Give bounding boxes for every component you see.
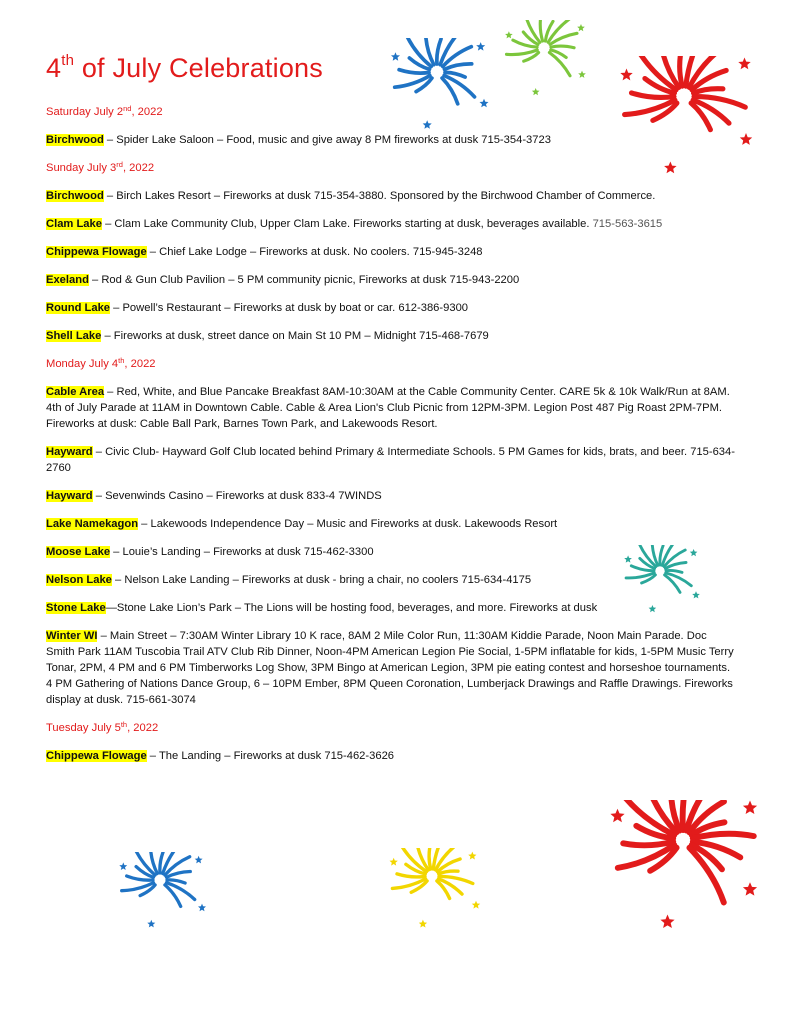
event-details: – Sevenwinds Casino – Fireworks at dusk 833-4 7WINDS	[92, 490, 382, 502]
day-heading: Monday July 4th, 2022	[46, 356, 156, 370]
page-title	[46, 52, 323, 84]
event-details: – Lakewoods Independence Day – Music and Fireworks at dusk. Lakewoods Resort	[138, 518, 558, 530]
event-details: – Louie’s Landing – Fireworks at dusk 715-462-3300	[110, 546, 374, 558]
event-entry	[46, 384, 736, 432]
event-place: Exeland	[46, 274, 89, 286]
event-place: Shell Lake	[46, 330, 102, 342]
event-details: – Fireworks at dusk, street dance on Main St 10 PM – Midnight 715-468-7679	[101, 330, 489, 342]
firework-ray	[399, 70, 429, 73]
star-icon	[624, 555, 632, 562]
firework-ray	[551, 46, 574, 48]
event-place: Cable Area	[46, 386, 105, 398]
star-icon	[195, 856, 203, 864]
event-entry	[46, 488, 736, 504]
firework-ray	[429, 848, 431, 869]
green-firework-icon	[498, 20, 590, 100]
firework-ray	[507, 50, 538, 55]
event-details: – The Landing – Fireworks at dusk 715-462-3626	[146, 750, 395, 762]
star-icon	[692, 591, 700, 598]
event-phone: 715-563-3615	[592, 218, 663, 230]
event-place: Stone Lake	[46, 602, 106, 614]
event-place: Chippewa Flowage	[46, 750, 147, 762]
yellow-firework-icon	[380, 848, 484, 932]
event-place: Winter WI	[46, 630, 98, 642]
event-entry	[46, 516, 601, 532]
star-icon	[664, 162, 677, 174]
firework-ray	[694, 89, 723, 93]
title-text: of July Celebrations	[74, 53, 323, 83]
event-entry	[46, 444, 736, 476]
firework-ray	[623, 842, 673, 846]
star-icon	[198, 904, 206, 912]
day-heading: Sunday July 3rd, 2022	[46, 160, 155, 174]
event-details: —Stone Lake Lion’s Park – The Lions will be hosting food, beverages, and more. Fireworks at dusk	[105, 602, 598, 614]
firework-ray	[680, 56, 683, 86]
firework-ray	[167, 872, 191, 878]
star-icon	[610, 809, 624, 823]
event-entry	[46, 748, 736, 764]
day-heading: Tuesday July 5th, 2022	[46, 720, 159, 734]
event-entry	[46, 244, 736, 260]
star-icon	[391, 52, 400, 61]
firework-ray	[666, 570, 682, 572]
event-place: Lake Namekagon	[46, 518, 139, 530]
star-icon	[743, 801, 757, 815]
event-details: – Chief Lake Lodge – Fireworks at dusk. No coolers. 715-945-3248	[146, 246, 483, 258]
star-icon	[505, 31, 513, 38]
event-details: – Nelson Lake Landing – Fireworks at dusk - bring a chair, no coolers 715-634-4175	[111, 574, 532, 586]
event-details: – Main Street – 7:30AM Winter Library 10 K race, 8AM 2 Mile Color Run, 11:30AM Kiddie Parade, Noon Main Parade. Doc Smith Park 11AM Tuscobia Trail ATV Club Rib Dinner, Noon-4PM American Legion Pie Social, 1-5PM inflatable for kids, 1-5PM Music Terry Tonar, 2PM, 4 PM and 6 PM Timberworks Log Show, 3PM Bingo at American Legion, 3PM pie eating contest and horseshoe tournaments. 4 PM Gathering of Nations Dance Group, 6 – 10PM Ember, 8PM Queen Coronation, Lumberjack Drawings and Raffle Drawings. Fireworks display at dusk. 715-661-3074	[46, 630, 734, 706]
firework-ray	[549, 53, 570, 76]
event-entry	[46, 272, 736, 288]
star-icon	[578, 71, 586, 78]
event-place: Hayward	[46, 490, 93, 502]
star-icon	[472, 901, 480, 909]
blue-firework-icon	[382, 38, 492, 133]
event-entry	[46, 328, 736, 344]
event-details: – Birch Lakes Resort – Fireworks at dusk 715-354-3880. Sponsored by the Birchwood Chamber of Commerce.	[103, 190, 656, 202]
event-details: – Spider Lake Saloon – Food, music and give away 8 PM fireworks at dusk 715-354-3723	[103, 134, 551, 146]
event-place: Clam Lake	[46, 218, 102, 230]
star-icon	[476, 42, 485, 51]
firework-ray	[445, 64, 472, 69]
star-icon	[740, 133, 752, 145]
star-icon	[390, 858, 398, 866]
firework-ray	[693, 834, 754, 839]
star-icon	[738, 58, 750, 70]
star-icon	[660, 915, 674, 929]
day-heading: Saturday July 2nd, 2022	[46, 104, 163, 118]
red-firework-icon	[614, 56, 754, 176]
event-details: – Rod & Gun Club Pavilion – 5 PM community picnic, Fireworks at dusk 715-943-2200	[88, 274, 520, 286]
firework-ray	[626, 573, 654, 578]
star-icon	[620, 69, 632, 81]
event-details: – Powell’s Restaurant – Fireworks at dusk by boat or car. 612-386-9300	[110, 302, 469, 314]
title-ordinal: th	[61, 52, 75, 69]
firework-ray	[525, 20, 540, 42]
blue-firework-bottom-icon	[110, 852, 210, 932]
event-list	[46, 104, 736, 776]
star-icon	[419, 920, 427, 928]
event-details: – Red, White, and Blue Pancake Breakfast 8AM-10:30AM at the Cable Community Center. CARE 5k & 10k Walk/Run at 8AM. 4th of July Parade at 11AM in Downtown Cable. Cable & Area Lion's Club Picnic from 12PM-3PM. Legion Post 487 Pig Roast 2PM-7PM. Fireworks at dusk: Cable Ball Park, Barnes Town Park, and Lakewoods Resort.	[46, 386, 730, 430]
star-icon	[649, 605, 657, 612]
event-place: Birchwood	[46, 134, 104, 146]
event-entry	[46, 188, 736, 204]
star-icon	[690, 549, 698, 556]
event-place: Birchwood	[46, 190, 104, 202]
red-firework-bottom-icon	[608, 800, 758, 930]
event-place: Hayward	[46, 446, 93, 458]
firework-ray	[439, 871, 458, 874]
event-place: Nelson Lake	[46, 574, 112, 586]
title-number: 4	[46, 53, 62, 83]
star-icon	[147, 920, 155, 928]
star-icon	[423, 120, 432, 129]
star-icon	[743, 882, 757, 895]
event-entry	[46, 300, 736, 316]
star-icon	[480, 99, 489, 108]
event-entry	[46, 628, 736, 708]
event-place: Chippewa Flowage	[46, 246, 147, 258]
event-details: – Clam Lake Community Club, Upper Clam Lake. Fireworks starting at dusk, beverages available.	[101, 218, 593, 230]
star-icon	[119, 862, 127, 870]
event-place: Round Lake	[46, 302, 111, 314]
star-icon	[532, 88, 540, 95]
event-place: Moose Lake	[46, 546, 111, 558]
star-icon	[468, 852, 476, 860]
event-entry	[46, 216, 736, 232]
firework-ray	[540, 20, 542, 41]
event-details: – Civic Club- Hayward Golf Club located behind Primary & Intermediate Schools. 5 PM Games for kids, brats, and beer. 715-634-2760	[46, 446, 735, 474]
star-icon	[577, 24, 585, 31]
teal-firework-icon	[616, 545, 704, 617]
